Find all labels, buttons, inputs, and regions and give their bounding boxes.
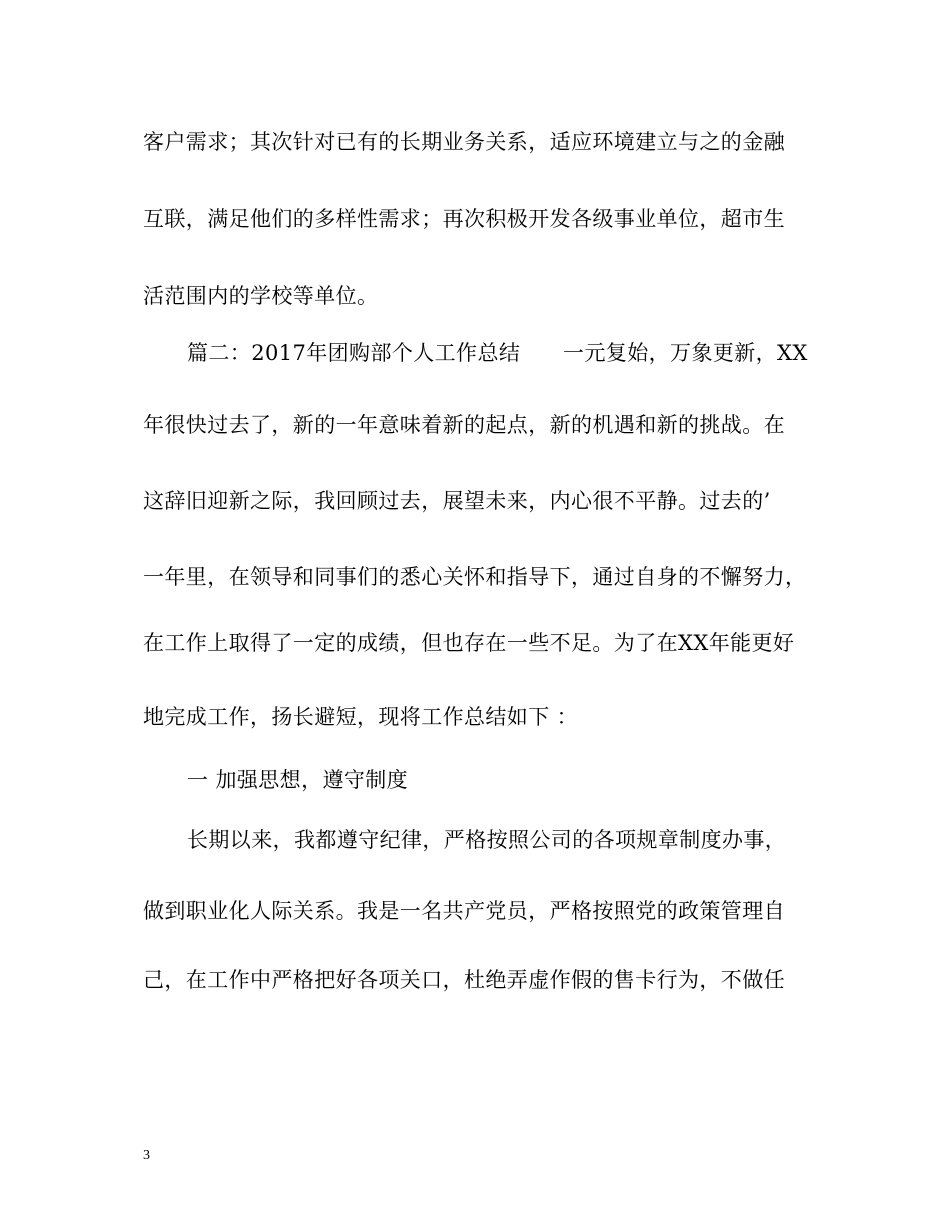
section-heading-line: 篇二：2017年团购部个人工作总结 一元复始，万象更新，XX <box>187 341 808 365</box>
body-text-line: 这辞旧迎新之际，我回顾过去，展望未来，内心很不平静。过去的’ <box>143 489 771 513</box>
body-text-line: 做到职业化人际关系。我是一名共产党员，严格按照党的政策管理自 <box>143 899 785 923</box>
body-text-line: 客户需求；其次针对已有的长期业务关系，适应环境建立与之的金融 <box>143 130 785 154</box>
body-text-line: 长期以来，我都遵守纪律，严格按照公司的各项规章制度办事， <box>187 828 787 852</box>
body-text-line: 地完成工作，扬长避短，现将工作总结如下 ： <box>143 705 579 729</box>
body-text-line: 活范围内的学校等单位。 <box>143 284 379 308</box>
body-text-line: 年很快过去了，新的一年意味着新的起点，新的机遇和新的挑战。在 <box>143 413 785 437</box>
page-number: 3 <box>143 1148 150 1163</box>
subheading-line: 一 加强思想，遵守制度 <box>187 768 409 792</box>
body-text-line: 在工作上取得了一定的成绩，但也存在一些不足。为了在XX年能更好 <box>143 631 795 655</box>
body-text-line: 互联，满足他们的多样性需求；再次积极开发各级事业单位，超市生 <box>143 207 785 231</box>
body-text-line: 己，在工作中严格把好各项关口，杜绝弄虚作假的售卡行为，不做任 <box>143 968 785 992</box>
body-text-line: 一年里，在领导和同事们的悉心关怀和指导下，通过自身的不懈努力， <box>143 565 807 589</box>
